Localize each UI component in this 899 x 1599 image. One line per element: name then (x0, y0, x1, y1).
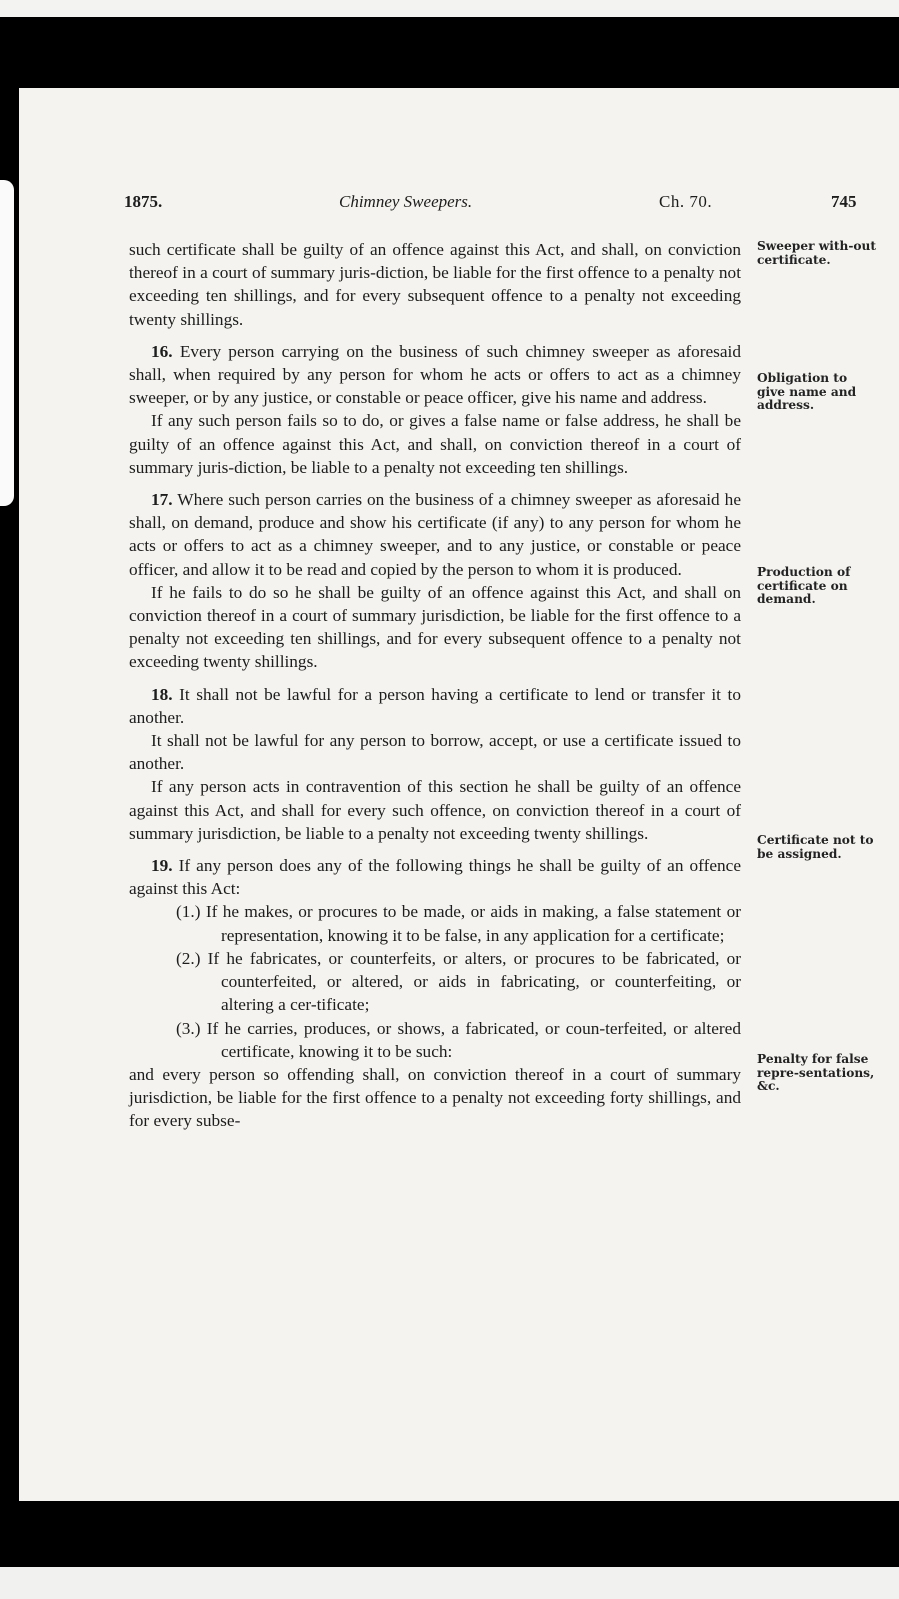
section-18-number: 18. (151, 684, 173, 704)
section-19-item-2: (2.) If he fabricates, or counterfeits, or alters, or procures to be fabricated, or counterfeited, or altered, or aids in fabricating, or counterfeiting, or altering a cer-tificate; (176, 948, 741, 1015)
continued-paragraph: such certificate shall be guilty of an offence against this Act, and shall, on conviction thereof in a court of summary juris-diction, be liable for the first offence to a penalty not exceeding ten shillings, and for every subsequent offence to a penalty not exceeding twenty shillings. (129, 240, 741, 329)
section-18 (129, 683, 741, 729)
page-body (129, 238, 741, 1133)
section-17-paragraph-2: If he fails to do so he shall be guilty of an offence against this Act, and shall on conviction thereof in a court of summary jurisdiction, be liable for the first offence to a penalty not exceeding ten shillings, and for every subsequent offence to a penalty not exceeding twenty shillings. (129, 582, 741, 672)
section-19-text: If any person does any of the following things he shall be guilty of an offence against this Act: (129, 856, 741, 899)
section-19-number: 19. (151, 856, 173, 876)
scanned-page (19, 88, 899, 1501)
section-17-text: Where such person carries on the business of a chimney sweeper as aforesaid he shall, on demand, produce and show his certificate (if any) to any person for whom he acts or offers to act as a chimney sweeper, and to any justice, or constable or peace officer, and allow it to be read and copied by the person to whom it is produced. (129, 490, 741, 579)
margin-note-production-certificate: Production of certificate on demand. (757, 565, 851, 606)
section-19-item-1: (1.) If he makes, or procures to be made, or aids in making, a false statement or representation, knowing it to be false, in any application for a certificate; (176, 902, 741, 945)
top-edge (0, 0, 899, 17)
section-16 (129, 340, 741, 410)
header-chapter: Ch. 70. (659, 192, 713, 211)
section-19-item-3: (3.) If he carries, produces, or shows, a fabricated, or coun-terfeited, or altered certificate, knowing it to be such: (176, 1018, 741, 1061)
section-18-paragraph-3: If any person acts in contravention of this section he shall be guilty of an offence against this Act, and shall for every such offence, on conviction thereof in a court of summary jurisdiction, be liable to a penalty not exceeding twenty shillings. (129, 777, 741, 843)
section-17-number: 17. (151, 490, 173, 510)
section-19 (129, 854, 741, 900)
scroll-handle[interactable] (0, 180, 14, 506)
running-header (19, 192, 899, 216)
section-18-paragraph-2: It shall not be lawful for any person to borrow, accept, or use a certificate issued to another. (129, 731, 741, 774)
section-16-number: 16. (151, 341, 173, 361)
section-16-text: Every person carrying on the business of such chimney sweeper as aforesaid shall, when required by any person for whom he acts or offers to act as a chimney sweeper, or by any justice, or constable or peace officer, give his name and address. (129, 341, 741, 408)
header-title: Chimney Sweepers. (339, 192, 473, 211)
section-19-closing: and every person so offending shall, on conviction thereof in a court of summary jurisdiction, be liable for the first offence to a penalty not exceeding forty shillings, and for every subse- (129, 1064, 741, 1131)
header-year: 1875. (124, 192, 163, 211)
section-18-text: It shall not be lawful for a person having a certificate to lend or transfer it to another. (129, 684, 741, 727)
margin-note-sweeper-without-certificate: Sweeper with-out certificate. (757, 239, 877, 267)
bottom-edge (0, 1567, 899, 1599)
margin-note-certificate-not-assigned: Certificate not to be assigned. (757, 833, 874, 861)
margin-note-obligation-name-address: Obligation to give name and address. (757, 371, 857, 412)
header-page-number: 745 (831, 192, 857, 211)
section-17 (129, 488, 741, 581)
margin-note-penalty-false-representations: Penalty for false repre-sentations, &c. (757, 1052, 875, 1093)
section-16-paragraph-2: If any such person fails so to do, or gives a false name or false address, he shall be guilty of an offence against this Act, and shall, on conviction thereof in a court of summary juris-diction, be liable to a penalty not exceeding ten shillings. (129, 411, 741, 477)
